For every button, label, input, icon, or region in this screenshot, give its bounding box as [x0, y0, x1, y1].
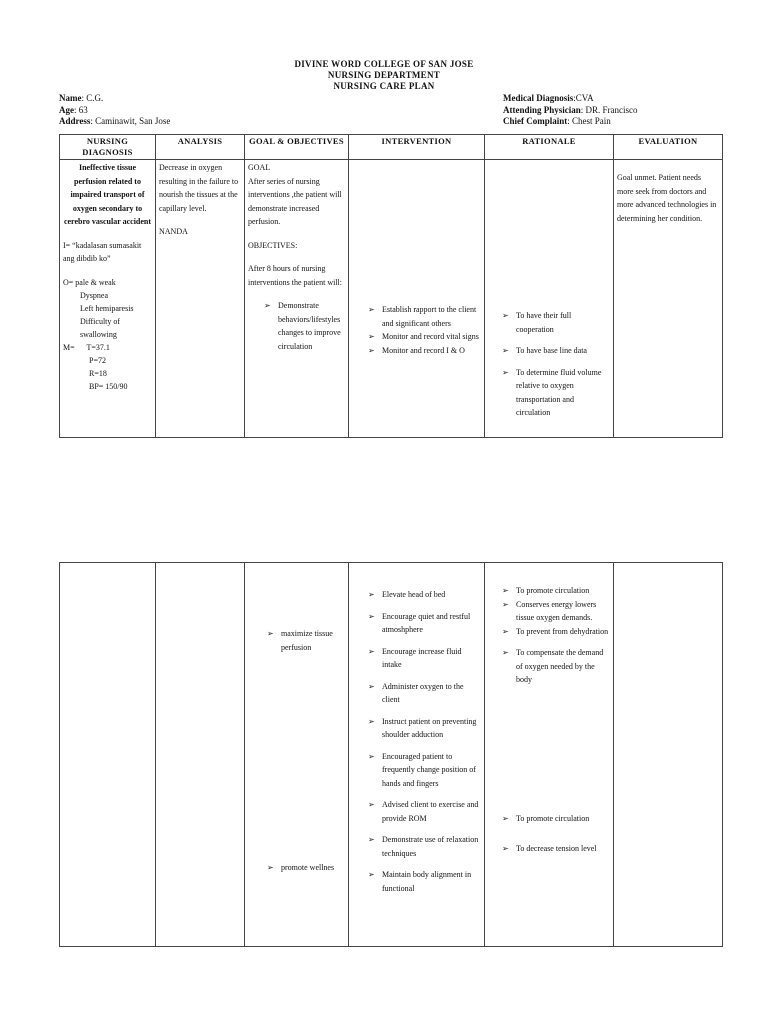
arrow-bullet-icon: ➢ [502, 648, 509, 657]
evaluation-cell [614, 160, 723, 438]
patient-name: : C.G. [81, 93, 104, 103]
arrow-bullet-icon: ➢ [368, 611, 375, 621]
complaint-row [503, 116, 638, 128]
arrow-bullet-icon: ➢ [502, 626, 509, 636]
rationale-list [488, 309, 610, 420]
objective-line: O= pale & weak [63, 277, 116, 287]
list-item: ➢ Monitor and record I & O [368, 344, 481, 358]
objective-line: P=72 [89, 355, 106, 365]
arrow-bullet-icon: ➢ [368, 681, 375, 691]
objective-line: Difficulty of swallowing [80, 316, 121, 339]
nursing-diagnosis-text: Ineffective tissue perfusion related to impaired transport of oxygen secondary to cerebro vascular accident [63, 163, 152, 226]
analysis-cell [156, 160, 245, 438]
arrow-bullet-icon: ➢ [502, 367, 509, 377]
patient-info-right [503, 93, 638, 128]
care-plan-table-1 [59, 134, 723, 438]
goal-label: GOAL [248, 163, 271, 172]
list-item: ➢ Instruct patient on preventing shoulder adduction [368, 716, 477, 739]
objective-list [267, 861, 345, 875]
arrow-bullet-icon: ➢ [368, 345, 375, 355]
evaluation-text: Goal unmet. Patient needs more seek from doctors and more advanced technologies in determining her condition. [617, 173, 717, 223]
arrow-bullet-icon: ➢ [368, 590, 375, 599]
arrow-bullet-icon: ➢ [368, 800, 375, 809]
list-item: ➢ Demonstrate behaviors/lifestyles changes to improve circulation [264, 301, 341, 351]
chief-complaint: : Chest Pain [567, 116, 611, 126]
physician-label: Attending Physician [503, 104, 581, 115]
list-item: ➢ Advised client to exercise and provide ROM [368, 800, 479, 823]
rationale-list [502, 812, 610, 855]
arrow-bullet-icon: ➢ [502, 311, 509, 320]
header-row [60, 135, 723, 160]
diagnosis-cell [60, 563, 156, 947]
patient-name-row [59, 93, 170, 105]
objective-line: Left hemiparesis [80, 303, 134, 313]
diagnosis-label: Medical Diagnosis [503, 93, 574, 103]
diagnosis-cell [60, 160, 156, 438]
list-item: ➢ maximize tissue perfusion [267, 629, 333, 652]
arrow-bullet-icon: ➢ [368, 716, 375, 726]
list-item: ➢ Establish rapport to the client and significant others [368, 305, 477, 328]
diagnosis-row [503, 93, 638, 105]
table-row [60, 563, 723, 947]
goal-cell [245, 563, 349, 947]
attending-physician: : DR. Francisco [580, 104, 638, 115]
objective-line: Dyspnea [80, 290, 108, 300]
arrow-bullet-icon: ➢ [502, 586, 509, 595]
list-item: ➢ Encourage quiet and restful atmoshphere [368, 611, 471, 634]
patient-age: : 63 [74, 104, 88, 115]
arrow-bullet-icon: ➢ [368, 751, 375, 761]
arrow-bullet-icon: ➢ [368, 646, 375, 656]
department-name: NURSING DEPARTMENT [327, 70, 441, 80]
list-item: ➢ Elevate head of bed [368, 588, 481, 602]
name-label: Name [59, 93, 82, 103]
objective-line: R=18 [89, 368, 107, 378]
rationale-list [502, 584, 610, 687]
list-item: ➢ Monitor and record vital signs [368, 330, 481, 344]
intervention-cell [349, 160, 485, 438]
objective-list [267, 627, 345, 654]
col-header-evaluation: EVALUATION [614, 135, 723, 160]
col-header-analysis: ANALYSIS [156, 135, 245, 160]
evaluation-cell [614, 563, 723, 947]
col-header-diagnosis: NURSING DIAGNOSIS [60, 135, 156, 160]
medical-diagnosis: :CVA [573, 93, 594, 103]
arrow-bullet-icon: ➢ [368, 332, 375, 341]
arrow-bullet-icon: ➢ [267, 629, 274, 638]
list-item: ➢ To have base line data [502, 344, 610, 358]
rationale-cell [485, 160, 614, 438]
objective-list [248, 299, 345, 353]
age-label: Age [59, 104, 74, 115]
arrow-bullet-icon: ➢ [502, 843, 509, 853]
objective-line: M= T=37.1 [63, 342, 110, 352]
list-item: ➢ Conserves energy lowers tissue oxygen demands. [502, 599, 597, 622]
list-item: ➢ Administer oxygen to the client [368, 681, 464, 704]
arrow-bullet-icon: ➢ [502, 814, 509, 823]
intervention-list [352, 303, 481, 357]
rationale-cell [485, 563, 614, 947]
arrow-bullet-icon: ➢ [368, 305, 375, 314]
arrow-bullet-icon: ➢ [502, 599, 509, 609]
arrow-bullet-icon: ➢ [267, 863, 274, 872]
analysis-source: NANDA [159, 227, 188, 236]
intervention-cell [349, 563, 485, 947]
patient-address: : Caminawit, San Jose [90, 116, 171, 126]
col-header-goal: GOAL & OBJECTIVES [245, 135, 349, 160]
care-plan-table-2 [59, 562, 723, 947]
list-item: ➢ Encouraged patient to frequently change position of hands and fingers [368, 751, 476, 788]
patient-info-left [59, 93, 170, 128]
objectives-intro: After 8 hours of nursing interventions the patient will: [248, 264, 342, 287]
list-item: ➢ To prevent from dehydration [502, 625, 610, 639]
objectives-label: OBJECTIVES: [248, 240, 298, 250]
subjective-data: I= “kadalasan sumasakit ang dibdib ko” [63, 240, 142, 263]
arrow-bullet-icon: ➢ [264, 301, 271, 310]
table-row [60, 160, 723, 438]
college-name: DIVINE WORD COLLEGE OF SAN JOSE [294, 59, 474, 69]
list-item: ➢ Encourage increase fluid intake [368, 646, 462, 669]
arrow-bullet-icon: ➢ [368, 870, 375, 879]
col-header-intervention: INTERVENTION [349, 135, 485, 160]
list-item: ➢ To decrease tension level [502, 842, 610, 856]
arrow-bullet-icon: ➢ [502, 346, 509, 355]
objective-data [63, 276, 152, 393]
list-item: ➢ To have their full cooperation [502, 311, 572, 334]
col-header-rationale: RATIONALE [485, 135, 614, 160]
list-item: ➢ To compensate the demand of oxygen needed by the body [502, 648, 604, 684]
arrow-bullet-icon: ➢ [368, 835, 375, 844]
patient-age-row [59, 105, 170, 117]
patient-address-row [59, 116, 170, 128]
list-item: ➢ To determine fluid volume relative to oxygen transportation and circulation [502, 367, 602, 417]
document-title: NURSING CARE PLAN [333, 81, 435, 91]
intervention-list [352, 588, 481, 895]
address-label: Address [59, 116, 91, 126]
goal-cell [245, 160, 349, 438]
list-item: ➢ To promote circulation [502, 584, 610, 598]
physician-row [503, 105, 638, 117]
list-item: ➢ promote wellnes [267, 861, 345, 875]
complaint-label: Chief Complaint [503, 116, 568, 126]
list-item: ➢ Demonstrate use of relaxation techniques [368, 835, 479, 858]
analysis-text: Decrease in oxygen resulting in the failure to nourish the tissues at the capillary level. [159, 163, 239, 213]
objective-line: BP= 150/90 [89, 381, 128, 391]
list-item: ➢ To promote circulation [502, 812, 610, 826]
analysis-cell [156, 563, 245, 947]
goal-text: After series of nursing interventions ,the patient will demonstrate increased perfusion. [248, 176, 342, 226]
list-item: ➢ Maintain body alignment in functional [368, 870, 472, 893]
